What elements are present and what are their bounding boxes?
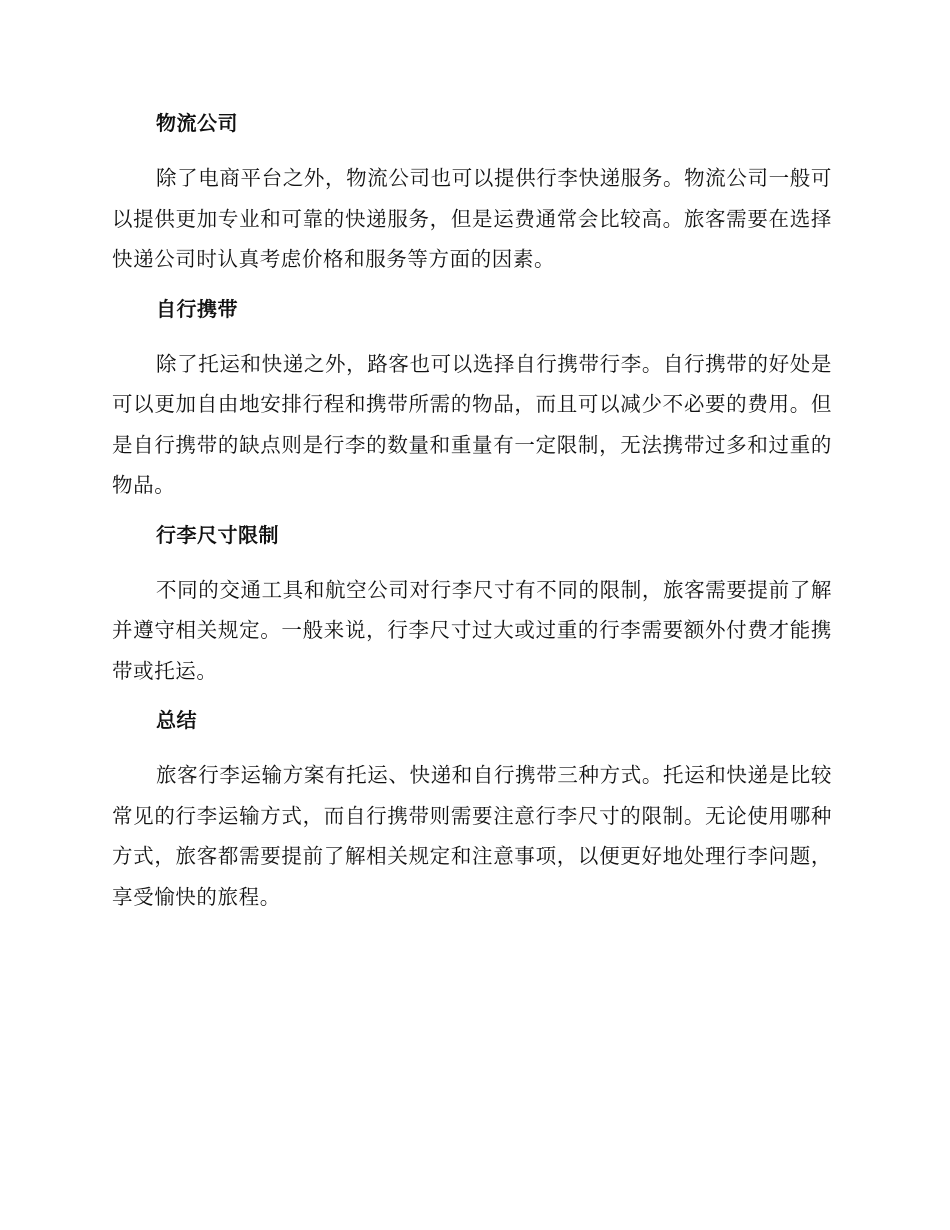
section-paragraph: 旅客行李运输方案有托运、快递和自行携带三种方式。托运和快递是比较常见的行李运输方式，而自行携带则需要注意行李尺寸的限制。无论使用哪种方式，旅客都需要提前了解相关规定和注意事项，以便更好地处理行李问题，享受愉快的旅程。 [112, 763, 832, 909]
section-paragraph: 除了电商平台之外，物流公司也可以提供行李快递服务。物流公司一般可以提供更加专业和可靠的快递服务，但是运费通常会比较高。旅客需要在选择快递公司时认真考虑价格和服务等方面的因素。 [112, 166, 832, 271]
section-summary [112, 705, 832, 917]
section-heading: 行李尺寸限制 [156, 522, 279, 547]
document-page [112, 108, 832, 931]
section-luggage-size-limit [112, 520, 832, 692]
section-paragraph: 除了托运和快递之外，路客也可以选择自行携带行李。自行携带的好处是可以更加自由地安排行程和携带所需的物品，而且可以减少不必要的费用。但是自行携带的缺点则是行李的数量和重量有一定限制，无法携带过多和过重的物品。 [112, 351, 832, 497]
section-logistics-company [112, 108, 832, 280]
section-heading: 总结 [156, 708, 197, 732]
section-heading: 自行携带 [156, 296, 238, 321]
section-self-carry [112, 294, 832, 506]
section-paragraph: 不同的交通工具和航空公司对行李尺寸有不同的限制，旅客需要提前了解并遵守相关规定。一般来说，行李尺寸过大或过重的行李需要额外付费才能携带或托运。 [112, 577, 832, 683]
section-heading: 物流公司 [156, 111, 238, 135]
